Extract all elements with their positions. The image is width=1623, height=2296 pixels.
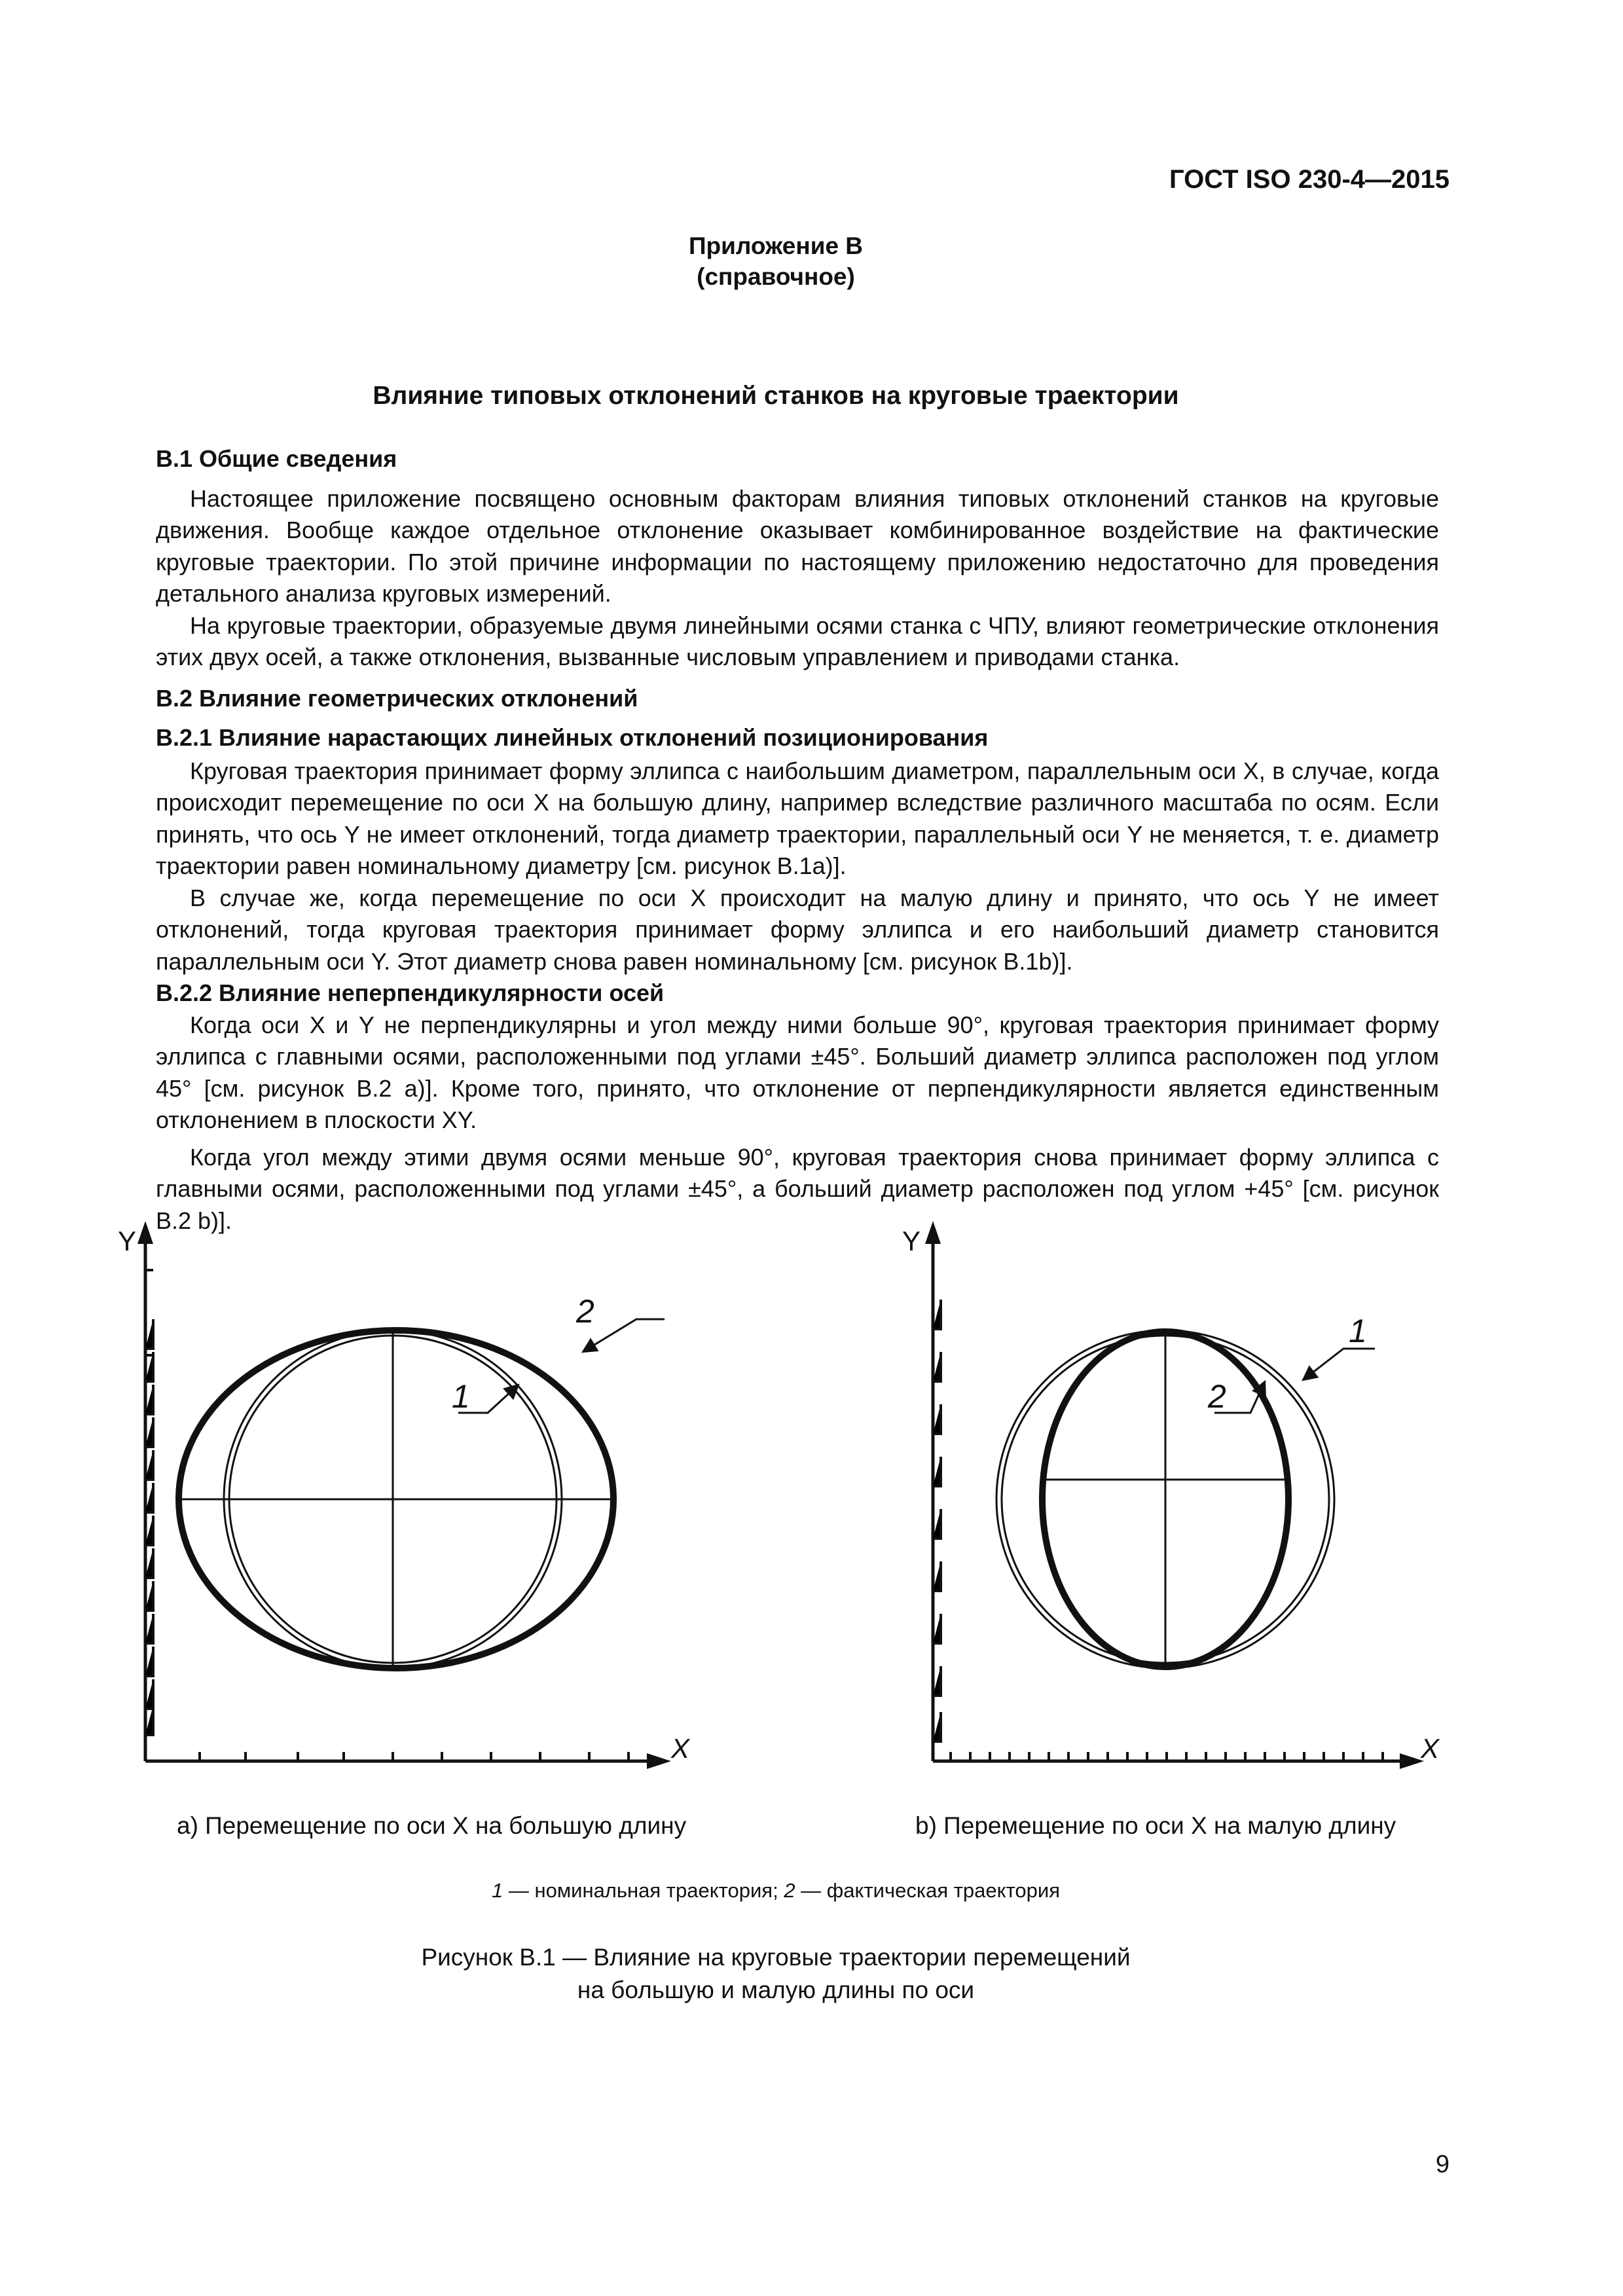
paragraph: Круговая траектория принимает форму эллипса с наибольшим диаметром, параллельным оси X, в случае, когда происходит перемещение по оси X на большую длину, например вследствие различного масштаба по осям. Если принять, что ось Y не имеет отклонений, тогда диаметр траектории, параллельный оси Y не меняется, т. е. диаметр траектории равен номинальному диаметру [см. рисунок В.1а)]. [156, 757, 1439, 879]
section-heading-b22: В.2.2 Влияние неперпендикулярности осей [156, 979, 665, 1006]
paragraph: Настоящее приложение посвящено основным факторам влияния типовых отклонений станков на круговые движения. Вообще каждое отдельное отклонение оказывает комбинированное воздействие на фактические круговые траектории. По этой причине информации по настоящему приложению недостаточно для проведения детального анализа круговых измерений. [156, 484, 1439, 607]
y-axis-label-a: Y [118, 1226, 137, 1256]
legend-num-1: 1 [491, 1879, 503, 1902]
x-axis-label-a: X [671, 1733, 690, 1764]
legend-num-2: 2 [784, 1879, 795, 1902]
diagram-b [902, 1221, 1440, 1769]
section-heading-b21: В.2.1 Влияние нарастающих линейных отклонений позиционирования [156, 724, 989, 751]
legend-text-1: — номинальная траектория; [503, 1879, 784, 1902]
annex-type: (справочное) [697, 263, 855, 290]
document-number: ГОСТ ISO 230-4—2015 [1169, 165, 1450, 194]
figure-title [0, 1941, 1552, 2007]
x-axis-label-b: X [1421, 1733, 1440, 1764]
paragraph: Когда угол между этими двумя осями меньше 90°, круговая траектория снова принимает форму эллипса с главными осями, расположенными под углами ±45°, а больший диаметр расположен под углом +45° [см. рисунок В.2 b)]. [156, 1143, 1439, 1234]
leader-1-b [1303, 1349, 1375, 1380]
caption-a: а) Перемещение по оси X на большую длину [177, 1812, 687, 1839]
section-heading-b2: В.2 Влияние геометрических отклонений [156, 684, 638, 712]
label-2-a: 2 [576, 1293, 594, 1330]
y-axis-label-b: Y [902, 1226, 921, 1256]
figure-b1 [118, 1218, 1506, 1794]
diagram-a [118, 1221, 691, 1769]
figure-title-line-2: на большую и малую длины по оси [577, 1977, 975, 2003]
figure-title-line-1: Рисунок В.1 — Влияние на круговые траектории перемещений [421, 1944, 1131, 1971]
figure-legend [0, 1879, 1552, 1903]
page-number: 9 [1435, 2151, 1450, 2178]
label-1-a: 1 [452, 1378, 470, 1415]
main-title: Влияние типовых отклонений станков на круговые траектории [373, 382, 1179, 410]
label-2-b: 2 [1208, 1378, 1226, 1415]
paragraph: На круговые траектории, образуемые двумя линейными осями станка с ЧПУ, влияют геометрические отклонения этих двух осей, а также отклонения, вызванные числовым управлением и приводами станка. [156, 611, 1439, 670]
paragraph: Когда оси X и Y не перпендикулярны и угол между ними больше 90°, круговая траектория принимает форму эллипса с главными осями, расположенными под углами ±45°. Больший диаметр эллипса расположен под углом 45° [см. рисунок В.2 а)]. Кроме того, принято, что отклонение от перпендикулярности является единственным отклонением в плоскости XY. [156, 1011, 1439, 1133]
section-heading-b1: В.1 Общие сведения [156, 445, 397, 472]
label-1-b: 1 [1349, 1313, 1367, 1349]
body-text [156, 443, 1439, 1237]
x-axis-arrow-a [647, 1753, 671, 1769]
caption-b: b) Перемещение по оси X на малую длину [915, 1812, 1396, 1839]
paragraph: В случае же, когда перемещение по оси X происходит на малую длину и принято, что ось Y не имеет отклонений, тогда круговая траектория принимает форму эллипса и его наибольший диаметр становится параллельным оси Y. Этот диаметр снова равен номинальному [см. рисунок В.1b)]. [156, 884, 1439, 975]
y-axis-arrow-b [925, 1221, 941, 1244]
legend-text-2: — фактическая траектория [795, 1879, 1061, 1902]
leader-2-a [583, 1319, 665, 1352]
annex-title: Приложение В [688, 232, 864, 259]
y-axis-arrow-a [137, 1221, 153, 1244]
